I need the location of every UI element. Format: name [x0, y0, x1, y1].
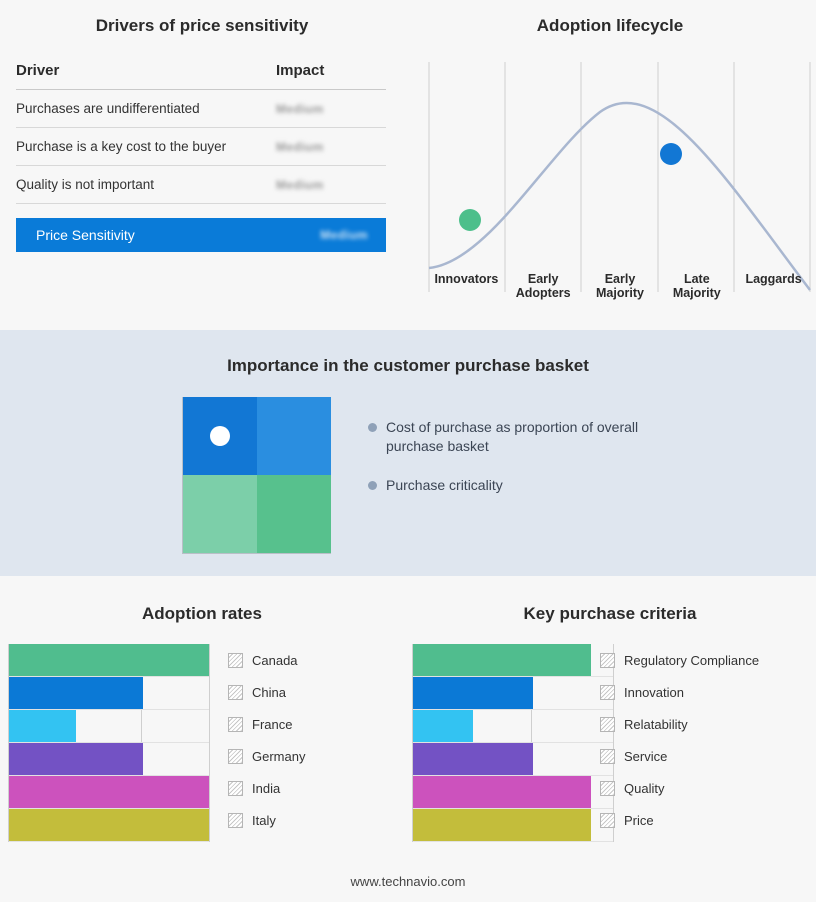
list-item	[228, 740, 305, 772]
list-item	[368, 418, 688, 456]
bullet-icon	[368, 481, 377, 490]
matrix-cell-top-left	[183, 397, 257, 475]
table-row	[16, 90, 386, 128]
bar-china	[9, 677, 143, 709]
adoption-rates-chart	[8, 644, 210, 842]
table-row	[16, 166, 386, 204]
table-row	[16, 128, 386, 166]
bar-row	[9, 809, 209, 842]
price-sensitivity-summary	[16, 218, 386, 252]
legend-label: India	[252, 780, 281, 796]
bar-row	[413, 776, 613, 809]
driver-name: Purchase is a key cost to the buyer	[16, 128, 258, 166]
bar-quality	[413, 776, 591, 808]
drivers-table	[16, 62, 386, 204]
swatch-icon	[600, 781, 615, 796]
drivers-block	[16, 0, 388, 252]
list-item	[600, 708, 759, 740]
drivers-title: Drivers of price sensitivity	[95, 16, 309, 35]
swatch-icon	[600, 813, 615, 828]
bar-row	[413, 809, 613, 842]
column-header-driver: Driver	[16, 62, 258, 90]
swatch-icon	[228, 653, 243, 668]
purchase-basket-matrix	[182, 397, 331, 554]
legend-label: Service	[624, 748, 668, 764]
bar-india	[9, 776, 209, 808]
bar-row	[9, 710, 209, 743]
lifecycle-block	[404, 0, 816, 300]
lifecycle-stage-laggards: Laggards	[745, 272, 802, 286]
impact-value: Medium	[276, 102, 324, 116]
purchase-basket-title: Importance in the customer purchase basket	[227, 356, 589, 375]
list-item	[228, 772, 305, 804]
legend-label-cost: Cost of purchase as proportion of overall purchase basket	[386, 419, 639, 454]
swatch-icon	[600, 685, 615, 700]
list-item	[600, 676, 759, 708]
bar-row	[9, 677, 209, 710]
bullet-icon	[368, 423, 377, 432]
driver-name: Purchases are undifferentiated	[16, 90, 258, 128]
lifecycle-stage-innovators: Innovators	[434, 272, 499, 286]
swatch-icon	[228, 717, 243, 732]
key-purchase-criteria-title: Key purchase criteria	[523, 604, 697, 623]
legend-label: Regulatory Compliance	[624, 652, 760, 668]
lifecycle-marker-green	[459, 209, 481, 231]
adoption-lifecycle-chart	[428, 62, 812, 292]
swatch-icon	[228, 781, 243, 796]
list-item	[228, 644, 305, 676]
lifecycle-marker-blue	[660, 143, 682, 165]
list-item	[228, 708, 305, 740]
bar-row	[413, 677, 613, 710]
lifecycle-stage-early-adopters: Early Adopters	[515, 272, 571, 300]
impact-value: Medium	[276, 178, 324, 192]
bar-canada	[9, 644, 209, 676]
driver-impact	[258, 90, 386, 128]
matrix-cell-top-right	[257, 397, 331, 475]
bar-italy	[9, 809, 209, 841]
impact-value: Medium	[276, 140, 324, 154]
price-sensitivity-value: Medium	[320, 228, 368, 242]
matrix-cell-bottom-right	[257, 475, 331, 553]
list-item	[228, 804, 305, 836]
top-panel	[0, 0, 816, 330]
legend-label: Price	[624, 812, 654, 828]
bar-row	[413, 743, 613, 776]
bar-row	[413, 644, 613, 677]
swatch-icon	[600, 653, 615, 668]
purchase-basket-legend	[368, 418, 688, 515]
swatch-icon	[228, 685, 243, 700]
bar-row	[9, 776, 209, 809]
driver-name: Quality is not important	[16, 166, 258, 204]
key-purchase-criteria-legend	[600, 644, 759, 836]
column-header-impact: Impact	[258, 62, 386, 90]
bar-row	[9, 644, 209, 677]
bar-relatability	[413, 710, 473, 742]
bar-row	[9, 743, 209, 776]
legend-label-criticality: Purchase criticality	[386, 477, 503, 493]
bar-france	[9, 710, 76, 742]
bottom-panel	[0, 576, 816, 902]
list-item	[600, 740, 759, 772]
purchase-basket-panel	[0, 330, 816, 576]
bar-regulatory-compliance	[413, 644, 591, 676]
bar-innovation	[413, 677, 533, 709]
lifecycle-stage-early-majority: Early Majority	[596, 272, 644, 300]
matrix-position-marker	[210, 426, 230, 446]
list-item	[228, 676, 305, 708]
swatch-icon	[228, 813, 243, 828]
legend-label: Quality	[624, 780, 665, 796]
price-sensitivity-label: Price Sensitivity	[36, 227, 135, 243]
adoption-rates-title: Adoption rates	[142, 604, 262, 623]
drivers-table-header-row	[16, 62, 386, 90]
legend-label: Innovation	[624, 684, 684, 700]
footer-url: www.technavio.com	[350, 874, 466, 889]
legend-label: Italy	[252, 812, 276, 828]
swatch-icon	[228, 749, 243, 764]
lifecycle-stage-labels	[428, 272, 812, 300]
bar-service	[413, 743, 533, 775]
legend-label: France	[252, 716, 293, 732]
lifecycle-title: Adoption lifecycle	[536, 16, 684, 35]
matrix-cell-bottom-left	[183, 475, 257, 553]
swatch-icon	[600, 749, 615, 764]
adoption-rates-block	[16, 576, 388, 624]
lifecycle-stage-late-majority: Late Majority	[672, 272, 721, 300]
list-item	[600, 772, 759, 804]
bar-price	[413, 809, 591, 841]
bar-germany	[9, 743, 143, 775]
driver-impact	[258, 166, 386, 204]
list-item	[368, 476, 688, 495]
list-item	[600, 804, 759, 836]
legend-label: Germany	[252, 748, 306, 764]
key-purchase-criteria-chart	[412, 644, 614, 842]
legend-label: China	[252, 684, 286, 700]
adoption-rates-legend	[228, 644, 305, 836]
driver-impact	[258, 128, 386, 166]
key-purchase-criteria-block	[404, 576, 816, 624]
legend-label: Canada	[252, 652, 298, 668]
list-item	[600, 644, 759, 676]
bar-row	[413, 710, 613, 743]
swatch-icon	[600, 717, 615, 732]
legend-label: Relatability	[624, 716, 688, 732]
